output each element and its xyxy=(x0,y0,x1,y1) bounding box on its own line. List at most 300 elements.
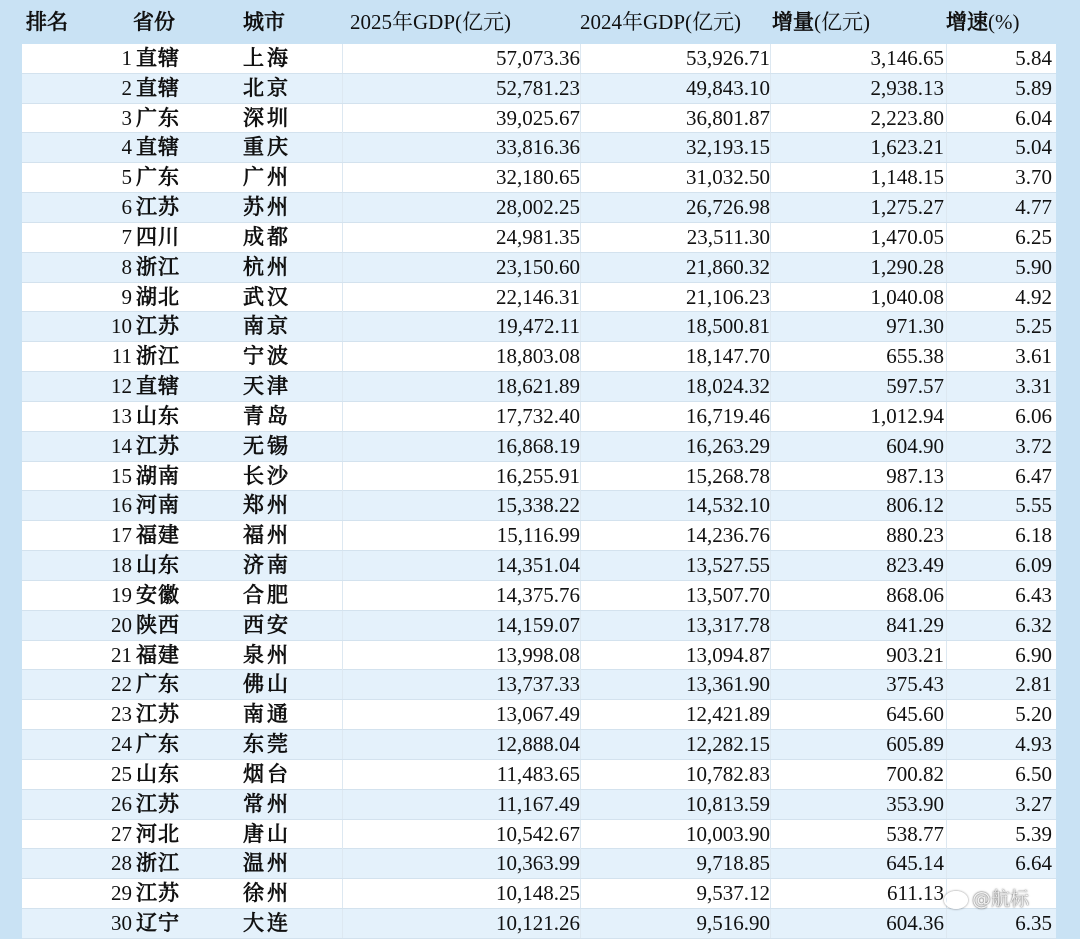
cell-city: 郑州 xyxy=(243,493,291,518)
column-divider xyxy=(770,402,771,431)
column-divider xyxy=(946,312,947,341)
column-divider xyxy=(770,849,771,878)
cell-province: 直辖 xyxy=(136,46,180,70)
cell-rank: 5 xyxy=(121,165,132,190)
cell-rank: 30 xyxy=(111,911,132,936)
column-divider xyxy=(770,163,771,192)
column-divider xyxy=(946,611,947,640)
cell-increase: 375.43 xyxy=(886,672,944,697)
cell-province: 湖南 xyxy=(136,463,180,488)
cell-increase: 903.21 xyxy=(886,642,944,667)
cell-increase: 971.30 xyxy=(886,314,944,339)
table-row xyxy=(22,820,1056,850)
table-row xyxy=(22,551,1056,581)
cell-increase: 700.82 xyxy=(886,761,944,786)
cell-rank: 25 xyxy=(111,761,132,786)
cell-province: 广东 xyxy=(136,165,180,190)
column-divider xyxy=(580,104,581,133)
cell-increase: 538.77 xyxy=(886,821,944,846)
cell-gdp-2025: 18,621.89 xyxy=(496,374,580,399)
column-divider xyxy=(580,462,581,491)
table-row xyxy=(22,253,1056,283)
cell-city: 杭州 xyxy=(243,254,291,279)
table-row xyxy=(22,611,1056,641)
column-divider xyxy=(770,312,771,341)
cell-gdp-2025: 32,180.65 xyxy=(496,165,580,190)
cell-growth: 6.47 xyxy=(1015,463,1052,488)
cell-province: 江苏 xyxy=(136,195,180,220)
cell-province: 直辖 xyxy=(136,75,180,100)
cell-province: 浙江 xyxy=(136,254,180,279)
column-divider xyxy=(580,491,581,520)
column-divider xyxy=(946,760,947,789)
column-divider xyxy=(770,44,771,73)
column-divider xyxy=(770,223,771,252)
cell-province: 直辖 xyxy=(136,135,180,160)
cell-gdp-2025: 13,067.49 xyxy=(496,702,580,727)
cell-increase: 1,148.15 xyxy=(870,165,944,190)
cell-gdp-2025: 15,338.22 xyxy=(496,493,580,518)
cell-growth: 6.64 xyxy=(1015,851,1052,876)
cell-rank: 10 xyxy=(111,314,132,339)
cell-increase: 868.06 xyxy=(886,582,944,607)
cell-rank: 14 xyxy=(111,433,132,458)
column-divider xyxy=(946,163,947,192)
table-row xyxy=(22,790,1056,820)
cell-gdp-2024: 13,507.70 xyxy=(686,582,770,607)
cell-growth: 3.61 xyxy=(1015,344,1052,369)
column-divider xyxy=(946,491,947,520)
cell-gdp-2025: 57,073.36 xyxy=(496,46,580,70)
cell-city: 南京 xyxy=(243,314,291,339)
cell-growth: 6.06 xyxy=(1015,403,1052,428)
cell-growth: 5.20 xyxy=(1015,702,1052,727)
column-divider xyxy=(580,879,581,908)
cell-growth: 5.25 xyxy=(1015,314,1052,339)
table-row xyxy=(22,283,1056,313)
column-divider xyxy=(580,44,581,73)
cell-gdp-2024: 12,421.89 xyxy=(686,702,770,727)
table-row xyxy=(22,521,1056,551)
column-divider xyxy=(770,104,771,133)
header-rank: 排名 xyxy=(26,10,68,34)
column-divider xyxy=(946,641,947,670)
cell-increase: 597.57 xyxy=(886,374,944,399)
column-divider xyxy=(946,462,947,491)
column-divider xyxy=(946,849,947,878)
header-growth-unit: (%) xyxy=(988,10,1020,34)
cell-rank: 18 xyxy=(111,553,132,578)
cell-gdp-2025: 16,255.91 xyxy=(496,463,580,488)
cell-city: 北京 xyxy=(243,75,291,100)
cell-gdp-2024: 18,147.70 xyxy=(686,344,770,369)
column-divider xyxy=(580,820,581,849)
column-divider xyxy=(770,820,771,849)
cell-city: 宁波 xyxy=(243,344,291,369)
table-row xyxy=(22,74,1056,104)
table-row xyxy=(22,163,1056,193)
cell-gdp-2024: 13,361.90 xyxy=(686,672,770,697)
table-row xyxy=(22,432,1056,462)
cell-province: 直辖 xyxy=(136,374,180,399)
column-divider xyxy=(580,551,581,580)
cell-rank: 2 xyxy=(121,75,132,100)
cell-gdp-2024: 16,719.46 xyxy=(686,403,770,428)
cell-growth: 3.72 xyxy=(1015,433,1052,458)
cell-gdp-2025: 10,121.26 xyxy=(496,911,580,936)
column-divider xyxy=(580,790,581,819)
cell-gdp-2025: 14,351.04 xyxy=(496,553,580,578)
cell-gdp-2024: 49,843.10 xyxy=(686,75,770,100)
cell-province: 四川 xyxy=(136,224,180,249)
cell-province: 江苏 xyxy=(136,791,180,816)
cell-gdp-2025: 52,781.23 xyxy=(496,75,580,100)
header-growth xyxy=(946,0,1019,44)
cell-increase: 611.13 xyxy=(887,881,944,906)
column-divider xyxy=(770,581,771,610)
column-divider xyxy=(580,312,581,341)
cell-city: 重庆 xyxy=(243,135,291,160)
cell-rank: 11 xyxy=(111,344,132,369)
column-divider xyxy=(770,879,771,908)
column-divider xyxy=(580,909,581,938)
cell-growth: 3.70 xyxy=(1015,165,1052,190)
cell-gdp-2024: 53,926.71 xyxy=(686,46,770,70)
cell-rank: 19 xyxy=(111,582,132,607)
cell-rank: 23 xyxy=(111,702,132,727)
cell-rank: 6 xyxy=(121,195,132,220)
cell-growth: 6.90 xyxy=(1015,642,1052,667)
cell-city: 济南 xyxy=(243,553,291,578)
column-divider xyxy=(770,491,771,520)
cell-gdp-2025: 28,002.25 xyxy=(496,195,580,220)
cell-gdp-2025: 33,816.36 xyxy=(496,135,580,160)
cell-province: 广东 xyxy=(136,672,180,697)
column-divider xyxy=(770,670,771,699)
cell-gdp-2024: 36,801.87 xyxy=(686,105,770,130)
column-divider xyxy=(770,462,771,491)
cell-city: 佛山 xyxy=(243,672,291,697)
cell-gdp-2025: 10,363.99 xyxy=(496,851,580,876)
cell-increase: 3,146.65 xyxy=(870,46,944,70)
table-row xyxy=(22,133,1056,163)
table-row xyxy=(22,641,1056,671)
column-divider xyxy=(770,133,771,162)
cell-province: 江苏 xyxy=(136,702,180,727)
column-divider xyxy=(770,909,771,938)
header-gdp-2024: 2024年GDP(亿元) xyxy=(580,10,741,34)
table-row xyxy=(22,402,1056,432)
column-divider xyxy=(580,670,581,699)
cell-increase: 604.90 xyxy=(886,433,944,458)
cell-growth: 4.77 xyxy=(1015,195,1052,220)
cell-growth: 6.43 xyxy=(1015,582,1052,607)
column-divider xyxy=(580,372,581,401)
cell-growth: 6.35 xyxy=(1015,911,1052,936)
table-row xyxy=(22,342,1056,372)
column-divider xyxy=(946,74,947,103)
watermark-text: @航标 xyxy=(972,888,1030,910)
cell-rank: 8 xyxy=(121,254,132,279)
cell-city: 西安 xyxy=(243,612,291,637)
cell-gdp-2025: 18,803.08 xyxy=(496,344,580,369)
cell-city: 温州 xyxy=(243,851,291,876)
column-divider xyxy=(580,611,581,640)
column-divider xyxy=(770,730,771,759)
table-row xyxy=(22,491,1056,521)
cell-gdp-2025: 19,472.11 xyxy=(496,314,580,339)
column-divider xyxy=(946,223,947,252)
column-divider xyxy=(770,641,771,670)
cell-province: 河北 xyxy=(136,821,180,846)
cell-gdp-2024: 15,268.78 xyxy=(686,463,770,488)
cell-province: 山东 xyxy=(136,553,180,578)
cell-growth: 6.32 xyxy=(1015,612,1052,637)
cell-rank: 21 xyxy=(111,642,132,667)
column-divider xyxy=(770,700,771,729)
table-row xyxy=(22,670,1056,700)
cell-gdp-2024: 14,532.10 xyxy=(686,493,770,518)
cell-growth: 4.92 xyxy=(1015,284,1052,309)
column-divider xyxy=(946,402,947,431)
cell-city: 苏州 xyxy=(243,195,291,220)
table-row xyxy=(22,312,1056,342)
cell-increase: 823.49 xyxy=(886,553,944,578)
column-divider xyxy=(946,730,947,759)
cell-rank: 4 xyxy=(121,135,132,160)
cell-city: 唐山 xyxy=(243,821,291,846)
cell-gdp-2024: 12,282.15 xyxy=(686,732,770,757)
cell-city: 徐州 xyxy=(243,881,291,906)
column-divider xyxy=(580,163,581,192)
column-divider xyxy=(580,74,581,103)
cell-increase: 987.13 xyxy=(886,463,944,488)
cell-growth: 5.55 xyxy=(1015,493,1052,518)
cell-gdp-2024: 32,193.15 xyxy=(686,135,770,160)
column-divider xyxy=(580,521,581,550)
column-divider xyxy=(946,670,947,699)
table-row xyxy=(22,104,1056,134)
header-city: 城市 xyxy=(243,10,285,34)
cell-gdp-2024: 13,094.87 xyxy=(686,642,770,667)
cell-growth: 3.27 xyxy=(1015,791,1052,816)
column-divider xyxy=(580,730,581,759)
column-divider xyxy=(770,551,771,580)
table-row xyxy=(22,223,1056,253)
cell-city: 大连 xyxy=(243,911,291,936)
table-row xyxy=(22,462,1056,492)
column-divider xyxy=(770,432,771,461)
cell-increase: 1,040.08 xyxy=(870,284,944,309)
cell-gdp-2024: 14,236.76 xyxy=(686,523,770,548)
cell-rank: 7 xyxy=(121,224,132,249)
column-divider xyxy=(580,432,581,461)
table-row xyxy=(22,909,1056,939)
table-row xyxy=(22,730,1056,760)
column-divider xyxy=(580,223,581,252)
cell-city: 无锡 xyxy=(243,433,291,458)
cell-province: 广东 xyxy=(136,732,180,757)
cell-increase: 806.12 xyxy=(886,493,944,518)
column-divider xyxy=(946,521,947,550)
column-divider xyxy=(946,581,947,610)
cell-city: 广州 xyxy=(243,165,291,190)
cell-increase: 1,290.28 xyxy=(870,254,944,279)
cell-gdp-2024: 18,024.32 xyxy=(686,374,770,399)
cell-province: 陕西 xyxy=(136,612,180,637)
cell-city: 成都 xyxy=(243,224,291,249)
column-divider xyxy=(946,44,947,73)
column-divider xyxy=(946,253,947,282)
column-divider xyxy=(770,193,771,222)
cell-growth: 3.31 xyxy=(1015,374,1052,399)
column-divider xyxy=(770,790,771,819)
cell-gdp-2025: 39,025.67 xyxy=(496,105,580,130)
cell-gdp-2025: 24,981.35 xyxy=(496,224,580,249)
column-divider xyxy=(580,193,581,222)
cell-rank: 13 xyxy=(111,403,132,428)
cell-rank: 12 xyxy=(111,374,132,399)
column-divider xyxy=(770,283,771,312)
cell-gdp-2024: 10,813.59 xyxy=(686,791,770,816)
column-divider xyxy=(946,372,947,401)
cell-increase: 880.23 xyxy=(886,523,944,548)
cell-gdp-2024: 21,106.23 xyxy=(686,284,770,309)
cell-province: 广东 xyxy=(136,105,180,130)
cell-increase: 645.14 xyxy=(886,851,944,876)
column-divider xyxy=(770,74,771,103)
header-growth-label: 增速 xyxy=(946,10,988,34)
cell-growth: 6.50 xyxy=(1015,761,1052,786)
cell-rank: 17 xyxy=(111,523,132,548)
cell-province: 湖北 xyxy=(136,284,180,309)
column-divider xyxy=(946,193,947,222)
column-divider xyxy=(770,760,771,789)
cell-city: 深圳 xyxy=(243,105,291,130)
cell-city: 天津 xyxy=(243,374,291,399)
cell-rank: 15 xyxy=(111,463,132,488)
column-divider xyxy=(580,641,581,670)
cell-city: 青岛 xyxy=(243,403,291,428)
cell-increase: 1,623.21 xyxy=(870,135,944,160)
cell-city: 泉州 xyxy=(243,642,291,667)
cell-rank: 3 xyxy=(121,105,132,130)
cell-rank: 20 xyxy=(111,612,132,637)
cell-growth: 5.90 xyxy=(1015,254,1052,279)
table-row xyxy=(22,849,1056,879)
header-increase-label: 增量 xyxy=(772,10,814,34)
cell-province: 福建 xyxy=(136,642,180,667)
table-row xyxy=(22,193,1056,223)
cell-gdp-2024: 13,317.78 xyxy=(686,612,770,637)
cell-gdp-2025: 12,888.04 xyxy=(496,732,580,757)
cell-increase: 1,012.94 xyxy=(870,403,944,428)
cell-growth: 6.09 xyxy=(1015,553,1052,578)
watermark-logo-icon xyxy=(944,891,968,909)
cell-gdp-2024: 23,511.30 xyxy=(686,224,770,249)
cell-gdp-2025: 14,375.76 xyxy=(496,582,580,607)
cell-increase: 1,470.05 xyxy=(870,224,944,249)
cell-province: 河南 xyxy=(136,493,180,518)
cell-growth: 6.04 xyxy=(1015,105,1052,130)
cell-growth: 5.89 xyxy=(1015,75,1052,100)
cell-gdp-2024: 26,726.98 xyxy=(686,195,770,220)
cell-gdp-2025: 14,159.07 xyxy=(496,612,580,637)
cell-province: 山东 xyxy=(136,403,180,428)
cell-gdp-2025: 10,148.25 xyxy=(496,881,580,906)
header-province: 省份 xyxy=(133,10,175,34)
column-divider xyxy=(946,283,947,312)
cell-rank: 16 xyxy=(111,493,132,518)
column-divider xyxy=(580,133,581,162)
table-row xyxy=(22,372,1056,402)
column-divider xyxy=(946,790,947,819)
cell-gdp-2025: 16,868.19 xyxy=(496,433,580,458)
cell-province: 辽宁 xyxy=(136,911,180,936)
cell-gdp-2024: 18,500.81 xyxy=(686,314,770,339)
table-row xyxy=(22,700,1056,730)
cell-city: 福州 xyxy=(243,523,291,548)
column-divider xyxy=(770,342,771,371)
column-divider xyxy=(580,253,581,282)
column-divider xyxy=(580,700,581,729)
cell-gdp-2025: 17,732.40 xyxy=(496,403,580,428)
cell-gdp-2024: 21,860.32 xyxy=(686,254,770,279)
column-divider xyxy=(580,402,581,431)
cell-city: 烟台 xyxy=(243,761,291,786)
cell-province: 浙江 xyxy=(136,851,180,876)
cell-increase: 604.36 xyxy=(886,911,944,936)
table-row xyxy=(22,760,1056,790)
column-divider xyxy=(770,521,771,550)
cell-rank: 24 xyxy=(111,732,132,757)
cell-gdp-2025: 13,737.33 xyxy=(496,672,580,697)
cell-increase: 353.90 xyxy=(886,791,944,816)
table-row xyxy=(22,581,1056,611)
cell-rank: 27 xyxy=(111,821,132,846)
cell-city: 东莞 xyxy=(243,732,291,757)
cell-growth: 5.04 xyxy=(1015,135,1052,160)
cell-increase: 605.89 xyxy=(886,732,944,757)
cell-city: 长沙 xyxy=(243,463,291,488)
cell-province: 浙江 xyxy=(136,344,180,369)
cell-province: 江苏 xyxy=(136,433,180,458)
cell-rank: 26 xyxy=(111,791,132,816)
cell-growth: 5.84 xyxy=(1015,46,1052,70)
watermark xyxy=(944,884,1029,914)
cell-city: 武汉 xyxy=(243,284,291,309)
cell-city: 南通 xyxy=(243,702,291,727)
cell-rank: 9 xyxy=(121,284,132,309)
cell-province: 福建 xyxy=(136,523,180,548)
cell-gdp-2024: 31,032.50 xyxy=(686,165,770,190)
cell-increase: 655.38 xyxy=(886,344,944,369)
cell-increase: 645.60 xyxy=(886,702,944,727)
column-divider xyxy=(946,104,947,133)
cell-gdp-2025: 13,998.08 xyxy=(496,642,580,667)
column-divider xyxy=(946,700,947,729)
cell-gdp-2024: 9,537.12 xyxy=(696,881,770,906)
cell-growth: 5.39 xyxy=(1015,821,1052,846)
cell-province: 山东 xyxy=(136,761,180,786)
header-increase xyxy=(772,0,870,44)
cell-growth: 6.18 xyxy=(1015,523,1052,548)
column-divider xyxy=(580,342,581,371)
cell-city: 常州 xyxy=(243,791,291,816)
cell-growth: 2.81 xyxy=(1015,672,1052,697)
cell-increase: 2,938.13 xyxy=(870,75,944,100)
column-divider xyxy=(946,133,947,162)
